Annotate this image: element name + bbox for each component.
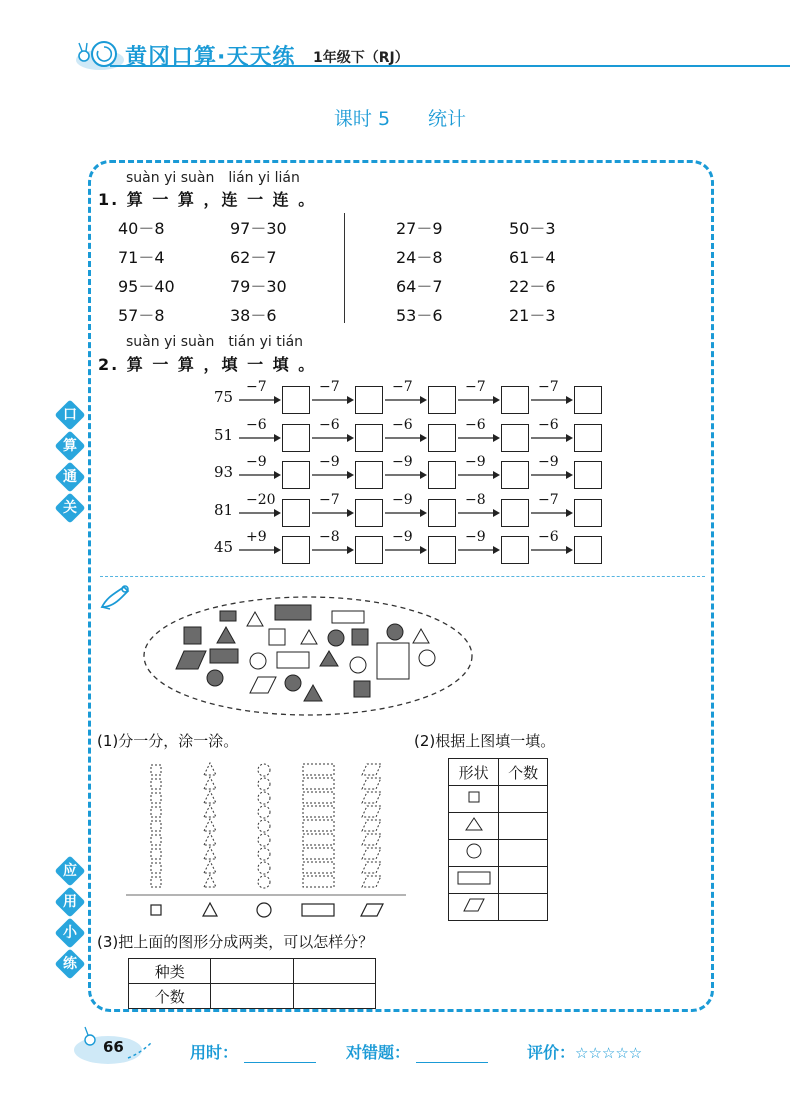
- triangle-icon: [449, 813, 499, 840]
- long-rectangle-shape: [275, 605, 311, 620]
- chain-start-number: 93: [214, 463, 234, 481]
- side-badges-bottom: [59, 860, 81, 975]
- answer-box[interactable]: [355, 536, 383, 564]
- q1-expr: 61－4: [509, 248, 556, 267]
- chain-operation: −7: [246, 379, 267, 395]
- answer-cell[interactable]: [211, 959, 293, 984]
- q1-expr: 38－6: [230, 306, 277, 325]
- shapes-collection: [140, 593, 480, 719]
- answer-box[interactable]: [574, 536, 602, 564]
- circle-shape: [207, 670, 223, 686]
- answer-cell[interactable]: [293, 959, 375, 984]
- shape-columns: [124, 757, 408, 922]
- q1-divider: [344, 213, 345, 323]
- circle-icon: [449, 840, 499, 867]
- square-icon: [151, 905, 161, 915]
- sub2-label: (2)根据上图填一填。: [414, 732, 556, 750]
- circle-shape: [328, 630, 344, 646]
- answer-box[interactable]: [501, 386, 529, 414]
- answer-box[interactable]: [282, 386, 310, 414]
- triangle-shape: [320, 651, 338, 666]
- chain-operation: −6: [538, 416, 559, 433]
- parallelogram-shape: [250, 677, 276, 693]
- count-cell[interactable]: [499, 840, 548, 867]
- chain-operation: −6: [319, 416, 340, 433]
- answer-box[interactable]: [574, 424, 602, 452]
- answer-box[interactable]: [574, 461, 602, 489]
- answer-box[interactable]: [282, 461, 310, 489]
- circle-shape: [250, 653, 266, 669]
- chain-operation: −9: [538, 454, 559, 470]
- grade-label: 1年级下（RJ）: [313, 50, 409, 66]
- table-header: 个数: [499, 759, 548, 786]
- count-cell[interactable]: [499, 867, 548, 894]
- parallelogram-shape: [176, 651, 206, 669]
- q1-expr: 21－3: [509, 306, 556, 325]
- chain-start-number: 81: [214, 500, 234, 519]
- triangle-shape: [304, 685, 322, 701]
- chain-operation: −8: [319, 529, 340, 545]
- count-cell[interactable]: [499, 894, 548, 921]
- chain-operation: −9: [319, 454, 340, 470]
- side-badge: 口: [54, 399, 85, 430]
- answer-box[interactable]: [355, 461, 383, 489]
- sub3-label: (3)把上面的图形分成两类，可以怎样分？: [97, 933, 374, 951]
- side-badge: 算: [54, 430, 85, 461]
- q2-title: 2. 算 一 算 ，填 一 填 。: [98, 355, 317, 374]
- chain-operation: −7: [538, 491, 559, 508]
- header-rule: [110, 65, 790, 67]
- square-icon: [449, 786, 499, 813]
- q1-expr: 97－30: [230, 219, 287, 238]
- pencil-hand-icon: [98, 583, 132, 613]
- q1-expr: 24－8: [396, 248, 443, 267]
- chain-operation: +9: [246, 529, 267, 545]
- chain-operation: −6: [392, 416, 413, 433]
- chain-operation: −9: [465, 454, 486, 470]
- rating-label: 评价：: [527, 1043, 576, 1062]
- parallelogram-icon: [361, 904, 383, 916]
- q1-title: 1. 算 一 算 ，连 一 连 。: [98, 190, 317, 209]
- side-badge: 练: [54, 948, 85, 979]
- rating-field: [527, 1040, 642, 1063]
- rectangle-icon: [302, 904, 334, 916]
- answer-box[interactable]: [501, 461, 529, 489]
- side-badge: 用: [54, 886, 85, 917]
- triangle-shape: [413, 629, 429, 643]
- square-shape: [184, 627, 201, 644]
- brand-title: 黄冈口算·天天练: [125, 45, 296, 70]
- circle-shape: [285, 675, 301, 691]
- chain-operation: −9: [392, 529, 413, 545]
- chain-start-number: 51: [214, 425, 234, 444]
- answer-box[interactable]: [355, 424, 383, 452]
- count-cell[interactable]: [499, 813, 548, 840]
- chain-operation: −6: [538, 529, 559, 545]
- answer-box[interactable]: [428, 461, 456, 489]
- category-table: [128, 958, 376, 1009]
- snail-logo-icon: [72, 34, 128, 74]
- answer-box[interactable]: [428, 386, 456, 414]
- time-field: [190, 1040, 316, 1063]
- square-shape: [354, 681, 370, 697]
- square-shape: [352, 629, 368, 645]
- chain-operation: −9: [392, 491, 413, 508]
- shape-count-table: [448, 758, 548, 921]
- triangle-icon: [203, 903, 217, 916]
- q1-pinyin: suàn yi suàn lián yi lián: [126, 170, 300, 186]
- errors-label: 对错题：: [346, 1043, 411, 1062]
- side-badge: 小: [54, 917, 85, 948]
- q1-expr: 40－8: [118, 219, 165, 238]
- errors-field: [346, 1040, 488, 1063]
- chain-operation: −7: [392, 379, 413, 395]
- chain-operation: −8: [465, 491, 486, 508]
- square-shape: [269, 629, 285, 645]
- long-rectangle-shape: [277, 652, 309, 668]
- rectangle-shape: [220, 611, 236, 621]
- answer-box[interactable]: [574, 499, 602, 527]
- page-number: 66: [103, 1038, 124, 1056]
- q1-expr: 57－8: [118, 306, 165, 325]
- q1-expr: 64－7: [396, 277, 443, 296]
- q1-expr: 71－4: [118, 248, 165, 267]
- long-rectangle-shape: [210, 649, 238, 663]
- chain-operation: −9: [392, 454, 413, 470]
- section-divider: [100, 576, 705, 577]
- chain-start-number: 75: [214, 388, 234, 406]
- answer-box[interactable]: [355, 386, 383, 414]
- chain-operation: −6: [465, 416, 486, 433]
- side-badges-top: [59, 404, 81, 519]
- sub1-label: (1)分一分，涂一涂。: [97, 732, 239, 750]
- answer-box[interactable]: [428, 536, 456, 564]
- rating-stars-icon[interactable]: ☆☆☆☆☆: [575, 1044, 643, 1062]
- rectangle-icon: [449, 867, 499, 894]
- q2-chains: [214, 379, 614, 574]
- q1-expr: 50－3: [509, 219, 556, 238]
- time-label: 用时：: [190, 1043, 239, 1062]
- triangle-shape: [301, 630, 317, 644]
- answer-box[interactable]: [355, 499, 383, 527]
- circle-shape: [387, 624, 403, 640]
- chain-operation: −7: [465, 379, 486, 395]
- chain-operation: −6: [246, 416, 267, 433]
- answer-box[interactable]: [574, 386, 602, 414]
- square-shape: [377, 643, 409, 679]
- q1-expr: 53－6: [396, 306, 443, 325]
- answer-box[interactable]: [501, 424, 529, 452]
- chain-operation: −7: [319, 379, 340, 395]
- answer-box[interactable]: [501, 536, 529, 564]
- parallelogram-icon: [449, 894, 499, 921]
- answer-cell[interactable]: [293, 984, 375, 1009]
- answer-box[interactable]: [282, 499, 310, 527]
- errors-blank[interactable]: [416, 1048, 488, 1063]
- chain-start-number: 45: [214, 538, 234, 556]
- q1-expr: 27－9: [396, 219, 443, 238]
- answer-box[interactable]: [282, 424, 310, 452]
- q2-pinyin: suàn yi suàn tián yi tián: [126, 334, 304, 350]
- triangle-shape: [217, 627, 235, 643]
- q1-expr: 79－30: [230, 277, 287, 296]
- time-blank[interactable]: [244, 1048, 316, 1063]
- answer-box[interactable]: [501, 499, 529, 527]
- chain-operation: −9: [465, 529, 486, 545]
- circle-shape: [419, 650, 435, 666]
- q1-expr: 62－7: [230, 248, 277, 267]
- answer-box[interactable]: [282, 536, 310, 564]
- row-header: 个数: [129, 984, 211, 1009]
- table-header: 形状: [449, 759, 499, 786]
- count-cell[interactable]: [499, 786, 548, 813]
- answer-box[interactable]: [428, 424, 456, 452]
- chain-operation: −7: [538, 379, 559, 395]
- side-badge: 通: [54, 461, 85, 492]
- chain-operation: −9: [246, 454, 267, 470]
- answer-box[interactable]: [428, 499, 456, 527]
- row-header: 种类: [129, 959, 211, 984]
- chain-operation: −7: [319, 491, 340, 508]
- answer-cell[interactable]: [211, 984, 293, 1009]
- lesson-title: 课时 5 统计: [333, 108, 467, 130]
- circle-icon: [257, 903, 271, 917]
- long-rectangle-shape: [332, 611, 364, 623]
- side-badge: 应: [54, 855, 85, 886]
- q1-expr: 22－6: [509, 277, 556, 296]
- chain-operation: −20: [246, 491, 276, 508]
- q1-expr: 95－40: [118, 277, 175, 296]
- side-badge: 关: [54, 492, 85, 523]
- triangle-shape: [247, 612, 263, 626]
- circle-shape: [350, 657, 366, 673]
